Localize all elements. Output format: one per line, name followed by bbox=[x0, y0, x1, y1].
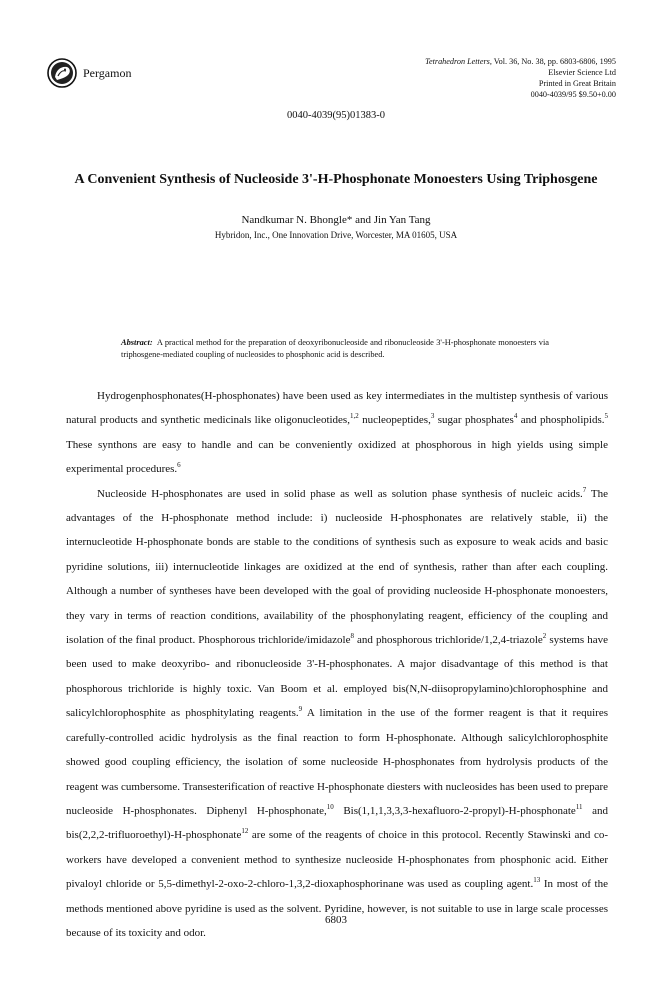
reference-marker: 12 bbox=[241, 827, 249, 836]
reference-marker: 2 bbox=[542, 632, 547, 641]
paragraph-text: and phospholipids. bbox=[517, 414, 605, 427]
publisher-logo bbox=[47, 58, 77, 88]
reference-marker: 13 bbox=[533, 876, 541, 885]
paragraph-text: systems have been used to make deoxyribo- and ribonucleoside 3'-H-phosphonates. A major disadvantage of this method is that phosphorous trichloride is highly toxic. Van Boom et al. employed bis(N,N-diisopropylamino)chlorophosphine and salicylchlorophosphite as phosphitylating reagents. bbox=[66, 634, 608, 720]
reference-marker: 4 bbox=[513, 412, 518, 421]
body-paragraph bbox=[66, 384, 608, 482]
authors: Nandkumar N. Bhongle* and Jin Yan Tang bbox=[241, 214, 431, 226]
paragraph-text: The advantages of the H-phosphonate method include: i) nucleoside H-phosphonates are relatively stable, ii) the internucleotide H-phosphonate bonds are stable to the conditions of synthesis such as exposure to weak acids and basic pyridine solutions, iii) internucleotide linkages are oxidized at the end of synthesis, rather than after each coupling. Although a number of syntheses have been developed with the goal of providing nucleoside H-phosphonate monoesters, they vary in terms of reaction conditions, availability of the phosphonylating reagent, efficiency of the coupling and isolation of the final product. Phosphorous trichloride/imidazole bbox=[66, 487, 608, 647]
article-identifier: 0040-4039(95)01383-0 bbox=[287, 110, 385, 121]
paragraph-text: Bis(1,1,1,3,3,3-hexafluoro-2-propyl)-H-phosphonate bbox=[333, 804, 576, 817]
journal-name: Tetrahedron Letters bbox=[425, 57, 490, 66]
reference-marker: 9 bbox=[298, 705, 303, 714]
paragraph-text: Nucleoside H-phosphonates are used in solid phase as well as solution phase synthesis of nucleic acids. bbox=[97, 487, 583, 500]
paragraph-text: and bis(2,2,2-trifluoroethyl)-H-phosphonate bbox=[66, 804, 608, 842]
paragraph-text: nucleopeptides, bbox=[358, 414, 431, 427]
page-number: 6803 bbox=[325, 914, 347, 926]
abstract bbox=[121, 337, 549, 361]
paragraph-text: In most of the methods mentioned above pyridine is used as the solvent. Pyridine, however, is not suitable to use in large scale processes because of its toxicity and odor. bbox=[66, 878, 608, 939]
journal-citation bbox=[316, 56, 616, 100]
body-text bbox=[66, 384, 608, 945]
reference-marker: 3 bbox=[430, 412, 435, 421]
reference-marker: 11 bbox=[575, 802, 583, 811]
volume-pages: , Vol. 36, No. 38, pp. 6803-6806, 1995 bbox=[489, 57, 616, 66]
publisher-name: Pergamon bbox=[83, 66, 132, 80]
price-code: 0040-4039/95 $9.50+0.00 bbox=[530, 90, 616, 99]
reference-marker: 6 bbox=[177, 461, 181, 470]
reference-marker: 5 bbox=[604, 412, 608, 421]
printed-line: Printed in Great Britain bbox=[538, 79, 616, 88]
paragraph-text: are some of the reagents of choice in this protocol. Recently Stawinski and co-workers have developed a convenient method to synthesize nucleoside H-phosphonates from phosphonic acid. Either pivaloyl chloride or 5,5-dimethyl-2-oxo-2-chloro-1,3,2-dioxaphosphorinane was used as coupling agent. bbox=[66, 829, 608, 891]
reference-marker: 8 bbox=[350, 632, 354, 641]
paragraph-text: A limitation in the use of the former reagent is that it requires carefully-controlled acidic hydrolysis as the final reaction to form H-phosphonate. Although salicylchlorophosphite showed good coupling efficiency, the isolation of some nucleoside H-phosphonates from hydrolysis products of the reagent was cumbersome. Transesterification of reactive H-phosphonate diesters with nucleosides has been used to prepare nucleoside H-phosphonates. Diphenyl H-phosphonate, bbox=[66, 707, 608, 817]
publisher-line: Elsevier Science Ltd bbox=[548, 68, 616, 77]
paragraph-text: Hydrogenphosphonates(H-phosphonates) have been used as key intermediates in the multistep synthesis of various natural products and synthetic medicinals like oligonucleotides, bbox=[66, 390, 608, 427]
paragraph-text: These synthons are easy to handle and can be conveniently oxidized at phosphorous in high yields using simple experimental procedures. bbox=[66, 438, 608, 476]
abstract-text: A practical method for the preparation of deoxyribonucleoside and ribonucleoside 3'-H-phosphonate monoesters via triphosgene-mediated coupling of nucleosides to phosphonic acid is described. bbox=[121, 338, 549, 359]
reference-marker: 10 bbox=[326, 802, 334, 811]
paragraph-text: and phosphorous trichloride/1,2,4-triazole bbox=[353, 634, 543, 647]
paragraph-text: sugar phosphates bbox=[434, 414, 514, 427]
affiliation: Hybridon, Inc., One Innovation Drive, Worcester, MA 01605, USA bbox=[214, 230, 458, 240]
body-paragraph bbox=[66, 482, 608, 946]
reference-marker: 7 bbox=[582, 485, 587, 494]
abstract-label: Abstract: bbox=[121, 338, 153, 347]
paper-title: A Convenient Synthesis of Nucleoside 3'-H-Phosphonate Monoesters Using Triphosgene bbox=[74, 172, 598, 187]
reference-marker: 1,2 bbox=[349, 412, 359, 421]
